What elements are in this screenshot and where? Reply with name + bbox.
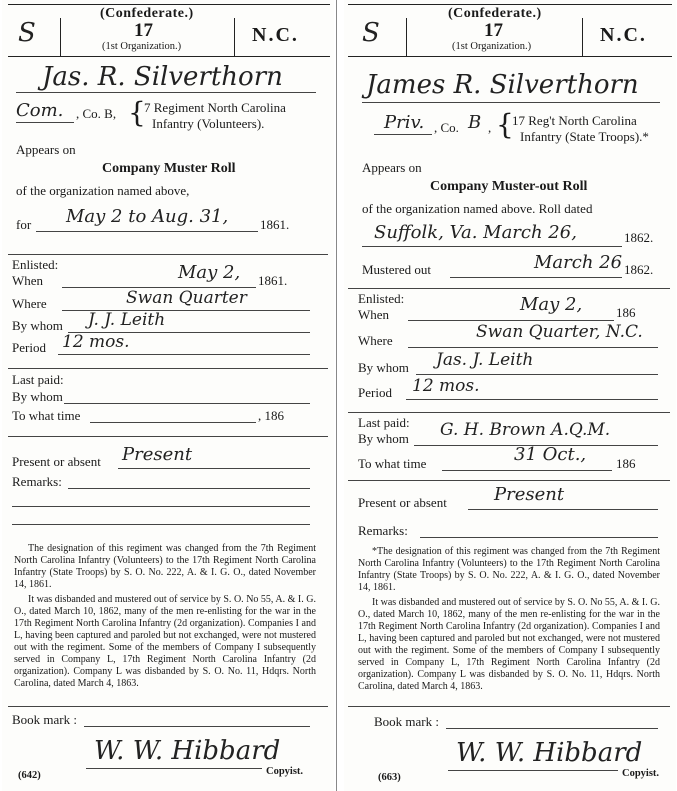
regiment-note xyxy=(14,543,316,693)
dated-year: 1862. xyxy=(624,230,654,245)
appears-on-label: Appears on xyxy=(362,160,422,175)
when-year: 186 xyxy=(616,305,636,320)
for-year: 1861. xyxy=(260,217,290,232)
state-label: N.C. xyxy=(600,24,647,46)
header-bottom-rule xyxy=(348,56,672,57)
roll-title: Company Muster Roll xyxy=(102,161,236,176)
brace: { xyxy=(496,108,514,141)
regiment-note xyxy=(358,546,660,696)
company-label: , Co. xyxy=(434,120,459,135)
when-underline xyxy=(408,320,614,321)
state-label: N.C. xyxy=(252,24,299,46)
regiment-desc-1: 7 Regiment North Carolina xyxy=(144,100,286,115)
regiment-desc-2: Infantry (Volunteers). xyxy=(152,116,265,131)
book-mark-label: Book mark : xyxy=(12,712,77,727)
remarks-underline xyxy=(420,537,658,538)
regiment-number: 17 xyxy=(484,20,503,41)
remarks-label: Remarks: xyxy=(358,523,408,538)
regiment-desc-1: 17 Reg't North Carolina xyxy=(512,113,637,128)
mustered-out-year: 1862. xyxy=(624,262,654,277)
to-what-time-label: To what time xyxy=(12,408,81,423)
card-number: (663) xyxy=(378,772,401,783)
roll-title: Company Muster-out Roll xyxy=(430,179,588,194)
signature-underline xyxy=(86,768,262,769)
period-label: Period xyxy=(12,340,46,355)
regiment-number: 17 xyxy=(134,20,153,41)
of-organization-text: of the organization named above, xyxy=(16,183,190,198)
prefix-mark: S xyxy=(18,18,36,48)
for-label: for xyxy=(16,217,32,232)
present-value: Present xyxy=(122,444,193,465)
remarks-underline xyxy=(68,488,310,489)
note-paragraph: It was disbanded and mustered out of service by S. O. No 55, A. & I. G. O., dated March 10, 1862, many of the men re-enlisting for the war in the 17th Regiment North Carolina Infantry (2d organization). Companies I and L, having been captured and paroled but not exchanged, were not mustered out with the regiment. Some of the members of Company I subsequently served in Company L, 17th Regiment North Carolina Infantry (2d organization). Company L was disbanded by S. O. No. 11, Hdqrs. North Carolina, dated March 4, 1863. xyxy=(358,597,660,692)
of-organization-text: of the organization named above. Roll dated xyxy=(362,201,593,216)
when-label: When xyxy=(12,273,44,288)
muster-card-right xyxy=(344,0,676,791)
company-label: , Co. B, xyxy=(76,106,117,121)
copyist-signature: W. W. Hibbard xyxy=(456,738,643,768)
soldier-name: James R. Silverthorn xyxy=(366,70,639,100)
header-top-rule xyxy=(348,4,672,5)
to-what-time-label: To what time xyxy=(358,456,427,471)
where-value: Swan Quarter, N.C. xyxy=(476,322,643,342)
section-rule xyxy=(348,480,670,481)
paid-by-value: G. H. Brown A.Q.M. xyxy=(440,420,611,440)
section-rule xyxy=(348,412,670,413)
book-mark-underline xyxy=(446,728,658,729)
present-label: Present or absent xyxy=(12,454,101,469)
when-label: When xyxy=(358,307,390,322)
book-mark-underline xyxy=(84,726,310,727)
to-what-time-year: 186 xyxy=(616,456,636,471)
by-whom-value: J. J. Leith xyxy=(88,310,166,330)
by-whom-label: By whom xyxy=(12,318,63,333)
organization-label: (1st Organization.) xyxy=(102,41,182,52)
prefix-mark: S xyxy=(362,18,380,48)
remarks-underline xyxy=(12,524,310,525)
header-top-rule xyxy=(8,4,330,5)
rank-underline xyxy=(16,122,74,123)
remarks-underline xyxy=(12,506,310,507)
for-underline xyxy=(36,231,258,232)
enlisted-label: Enlisted: xyxy=(358,291,405,306)
dated-underline xyxy=(362,246,622,247)
period-label: Period xyxy=(358,385,392,400)
when-value: May 2, xyxy=(178,262,241,283)
note-paragraph: It was disbanded and mustered out of service by S. O. No 55, A. & I. G. O., dated March 10, 1862, many of the men re-enlisting for the war in the 17th Regiment North Carolina Infantry (2d organization). Companies I and L, having been captured and paroled but not exchanged, were not mustered out with the regiment. Some of the members of Company I subsequently served in Company L, 17th Regiment North Carolina Infantry (2d organization). Company L was disbanded by S. O. No. 11, Hdqrs. North Carolina, dated March 4, 1863. xyxy=(14,594,316,689)
copyist-label: Copyist. xyxy=(266,766,304,777)
regiment-desc-2: Infantry (State Troops).* xyxy=(520,129,649,144)
section-rule xyxy=(8,436,328,437)
dated-value: Suffolk, Va. March 26, xyxy=(374,222,577,243)
to-what-time-underline xyxy=(442,470,612,471)
card-number: (642) xyxy=(18,770,41,781)
present-label: Present or absent xyxy=(358,495,447,510)
where-value: Swan Quarter xyxy=(126,288,247,308)
company-value: B xyxy=(468,112,482,133)
mustered-out-label: Mustered out xyxy=(362,262,431,277)
card-divider xyxy=(336,0,340,791)
header-divider xyxy=(60,18,61,56)
header-divider xyxy=(582,18,583,56)
confederate-label: (Confederate.) xyxy=(100,6,194,21)
paid-by-label: By whom xyxy=(12,389,63,404)
name-underline xyxy=(16,92,316,93)
present-underline xyxy=(118,468,310,469)
for-value: May 2 to Aug. 31, xyxy=(66,206,229,227)
brace: { xyxy=(128,96,146,129)
note-paragraph: *The designation of this regiment was changed from the 7th Regiment North Carolina Infantry (Volunteers) to the 17th Regiment North Carolina Infantry (State Troops) by S. O. No. 222, A. & I. G. O., dated November 14, 1861. xyxy=(358,546,660,593)
period-underline xyxy=(406,399,658,400)
section-rule xyxy=(348,288,670,289)
organization-label: (1st Organization.) xyxy=(452,41,532,52)
where-label: Where xyxy=(12,296,47,311)
period-underline xyxy=(58,354,310,355)
section-rule xyxy=(348,706,670,707)
header-bottom-rule xyxy=(8,56,330,57)
by-whom-value: Jas. J. Leith xyxy=(436,350,534,370)
header-divider xyxy=(406,18,407,56)
section-rule xyxy=(8,368,328,369)
confederate-label: (Confederate.) xyxy=(448,6,542,21)
note-paragraph: The designation of this regiment was changed from the 7th Regiment North Carolina Infantry (Volunteers) to the 17th Regiment North Carolina Infantry (State Troops) by S. O. No. 222, A. & I. G. O., dated November 14, 1861. xyxy=(14,543,316,590)
copyist-label: Copyist. xyxy=(622,768,660,779)
rank-underline xyxy=(374,134,432,135)
signature-underline xyxy=(448,770,618,771)
when-value: May 2, xyxy=(520,294,583,315)
rank-value: Priv. xyxy=(384,112,425,133)
appears-on-label: Appears on xyxy=(16,142,76,157)
period-value: 12 mos. xyxy=(62,332,130,352)
to-what-time-underline xyxy=(90,422,256,423)
period-value: 12 mos. xyxy=(412,376,480,396)
company-comma: , xyxy=(488,120,492,135)
by-whom-underline xyxy=(416,374,658,375)
mustered-out-underline xyxy=(450,277,622,278)
to-what-time-value: 31 Oct., xyxy=(514,444,587,465)
rank-value: Com. xyxy=(16,100,64,121)
muster-card-left xyxy=(2,0,334,791)
by-whom-label: By whom xyxy=(358,360,409,375)
remarks-label: Remarks: xyxy=(12,474,62,489)
present-value: Present xyxy=(494,484,565,505)
where-underline xyxy=(408,347,658,348)
present-underline xyxy=(468,509,658,510)
mustered-out-value: March 26 xyxy=(534,252,623,273)
paid-by-underline xyxy=(64,403,310,404)
to-what-time-year: , 186 xyxy=(258,408,284,423)
when-year: 1861. xyxy=(258,273,288,288)
last-paid-label: Last paid: xyxy=(358,415,410,430)
book-mark-label: Book mark : xyxy=(374,714,439,729)
header-divider xyxy=(234,18,235,56)
soldier-name: Jas. R. Silverthorn xyxy=(42,62,283,92)
enlisted-label: Enlisted: xyxy=(12,257,59,272)
where-label: Where xyxy=(358,333,393,348)
paid-by-label: By whom xyxy=(358,431,409,446)
name-underline xyxy=(362,102,660,103)
copyist-signature: W. W. Hibbard xyxy=(94,736,281,766)
section-rule xyxy=(8,706,328,707)
section-rule xyxy=(8,254,328,255)
last-paid-label: Last paid: xyxy=(12,372,64,387)
